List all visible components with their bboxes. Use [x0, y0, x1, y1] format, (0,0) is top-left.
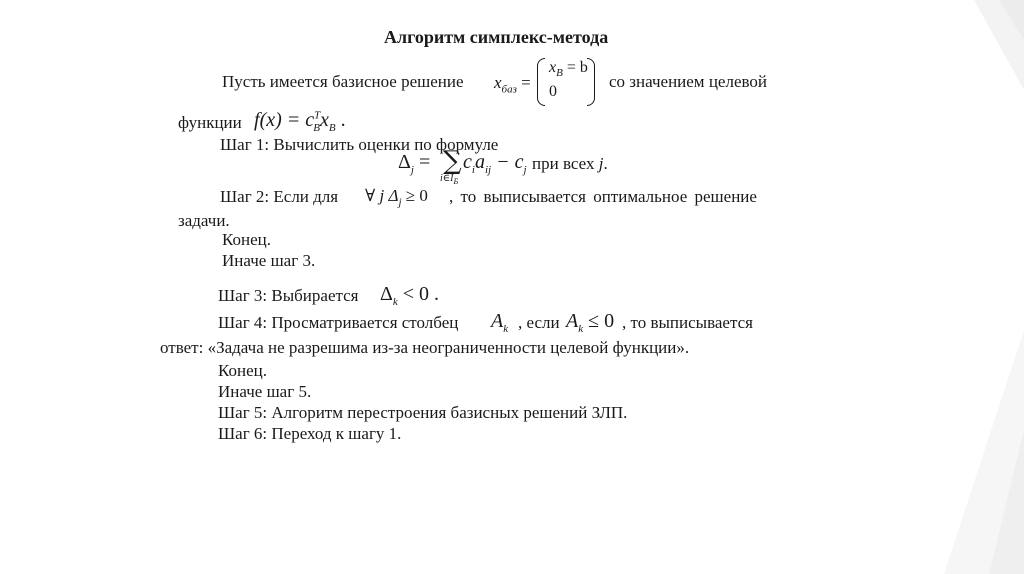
sum-index: $i\in I_Б$: [440, 173, 459, 186]
step4-rest: , то выписывается: [622, 313, 753, 332]
end-text-2: Конец.: [218, 361, 267, 380]
else-step5-text: Иначе шаг 5.: [218, 382, 312, 401]
step5-text: Шаг 5: Алгоритм перестроения базисных решений ЗЛП.: [218, 403, 628, 422]
step2-condition: ∀ j $\Delta_j \ge 0$: [365, 186, 428, 209]
step2-rest: , то выписывается оптимальное решение: [449, 187, 757, 206]
basis-matrix: $x_B = b$ 0: [537, 58, 595, 106]
step2-cont: задачи.: [178, 211, 230, 230]
step1-formula-left: $\Delta_j$ =: [398, 151, 431, 176]
step1-text: Шаг 1: Вычислить оценки по формуле: [220, 135, 499, 154]
corner-decoration: [904, 0, 1024, 574]
intro-text-after: со значением целевой: [609, 72, 767, 91]
end-text-1: Конец.: [222, 230, 271, 249]
func-label: функции: [178, 113, 242, 132]
step1-formula-right: $c_ia_{ij} - c_j$: [463, 151, 527, 176]
step3-formula: $\Delta_k < 0$ .: [380, 283, 440, 308]
step3-text: Шаг 3: Выбирается: [218, 286, 359, 305]
step4-mid: , если: [518, 313, 560, 332]
step4-column-a: $A_k$: [491, 310, 509, 335]
sum-symbol: ∑: [443, 146, 462, 176]
step4-answer: ответ: «Задача не разрешима из-за неограниченности целевой функции».: [160, 338, 690, 357]
else-step3-text: Иначе шаг 3.: [222, 251, 316, 270]
step6-text: Шаг 6: Переход к шагу 1.: [218, 424, 402, 443]
step1-tail: при всех j.: [532, 154, 608, 173]
func-formula: $f(x) = c^T_Bx_B$ .: [254, 109, 346, 134]
step4-condition: $A_k \le 0$: [566, 310, 615, 335]
slide-title: Алгоритм симплекс-метода: [384, 27, 609, 47]
step4-text: Шаг 4: Просматривается столбец: [218, 313, 459, 332]
intro-formula-x: $x_{баз}$ =: [494, 73, 531, 96]
step2-text: Шаг 2: Если для: [220, 187, 339, 206]
intro-text: Пусть имеется базисное решение: [222, 72, 464, 91]
